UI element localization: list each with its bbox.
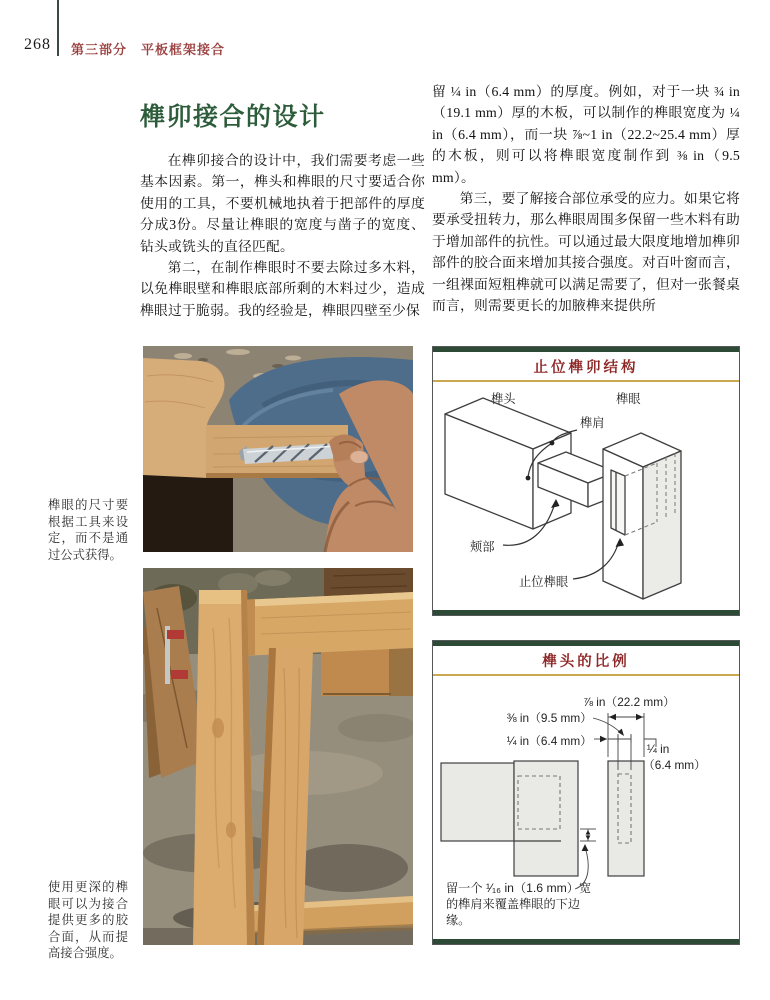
photo-illustration bbox=[143, 346, 413, 552]
label-mortise: 榫眼 bbox=[616, 392, 641, 406]
mortise-tenon-diagram bbox=[433, 347, 739, 615]
figure-title: 榫头的比例 bbox=[542, 654, 630, 670]
paragraph: 第三，要了解接合部位承受的应力。如果它将要承受扭转力，那么榫眼周围多保留一些木料有助于增加部件的抗性。可以通过最大限度地增加榫卯部件的胶合面来增加其接合强度。对百叶窗而言，一组裸面短粗榫就可以满足需要了，但对一张餐桌而言，则需要更长的加腋榫来提供所 bbox=[432, 191, 740, 314]
header-divider bbox=[57, 0, 59, 56]
section-header: 第三部分 平板框架接合 bbox=[71, 42, 226, 57]
right-text-column bbox=[432, 81, 740, 316]
page-number: 268 bbox=[24, 36, 51, 53]
dim-tenon-thickness: ⅜ in（9.5 mm） bbox=[506, 711, 592, 725]
figure-stopped-mortise-and-tenon bbox=[432, 346, 740, 616]
paragraph: 留 ¼ in（6.4 mm）的厚度。例如，对于一块 ¾ in（19.1 mm）厚的木板，可以制作的榫眼宽度为 ¼ in（6.4 mm），而一块 ⅞~1 in（22.2~25.4 mm）厚的木板，则可以将榫眼宽度制作到 ⅜ in（9.5 mm）。 bbox=[432, 84, 740, 185]
dim-right-shoulder-value: ¼ in bbox=[647, 742, 670, 756]
figure-note: 留一个 ¹⁄₁₆ in（1.6 mm）宽的榫肩来覆盖榫眼的下边缘。 bbox=[446, 881, 592, 927]
paragraph: 在榫卯接合的设计中，我们需要考虑一些基本因素。第一，榫头和榫眼的尺寸要适合你使用的工具，不要机械地执着于把部件的厚度分成3份。尽量让榫眼的宽度与凿子的宽度、钻头或铣头的直径匹配。 bbox=[140, 153, 425, 254]
label-stopped-mortise: 止位榫眼 bbox=[519, 575, 569, 589]
photo-caption: 使用更深的榫眼可以为接合提供更多的胶合面，从而提高接合强度。 bbox=[48, 880, 128, 960]
dim-shoulder: ¼ in（6.4 mm） bbox=[506, 734, 592, 748]
photo-table-frame bbox=[143, 568, 413, 945]
label-shoulder: 榫肩 bbox=[580, 416, 605, 430]
left-text-column bbox=[140, 150, 425, 321]
figure-bottom-bar bbox=[433, 610, 739, 615]
photo-router-bit-tenon bbox=[143, 346, 413, 552]
photo-caption: 榫眼的尺寸要根据工具来设定，而不是通过公式获得。 bbox=[48, 498, 128, 562]
article-title: 榫卯接合的设计 bbox=[140, 104, 326, 131]
figure-bottom-bar bbox=[433, 939, 739, 944]
figure-title: 止位榫卯结构 bbox=[533, 360, 639, 376]
paragraph: 第二，在制作榫眼时不要去除过多木料，以免榫眼壁和榫眼底部所剩的木料过少，造成榫眼过于脆弱。我的经验是，榫眼四壁至少保 bbox=[140, 260, 425, 318]
photo-illustration bbox=[143, 568, 413, 945]
label-cheek: 颊部 bbox=[470, 540, 495, 554]
figure-tenon-proportions bbox=[432, 640, 740, 945]
dim-right-shoulder-mm: （6.4 mm） bbox=[643, 758, 706, 772]
label-tenon: 榫头 bbox=[491, 392, 516, 406]
dim-overall-width: ⅞ in（22.2 mm） bbox=[583, 695, 675, 709]
